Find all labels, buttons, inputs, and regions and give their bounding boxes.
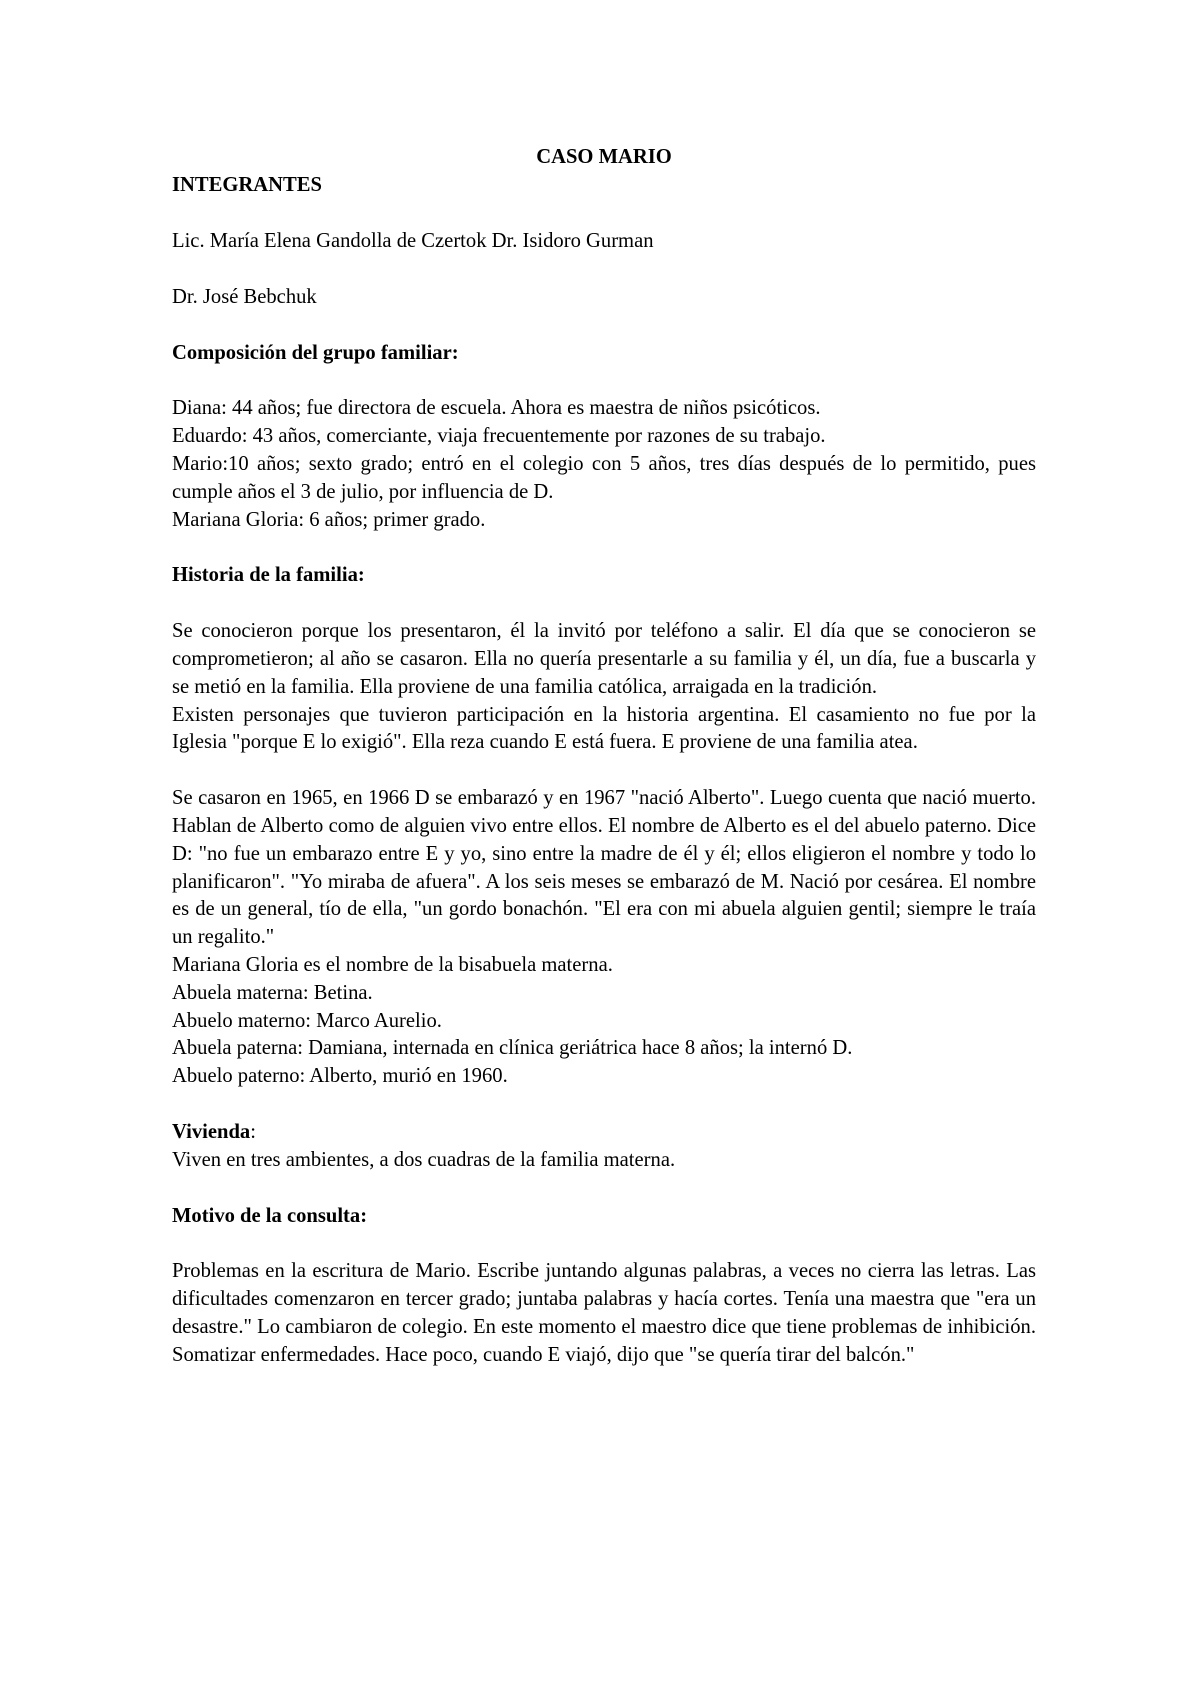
vivienda-colon: : xyxy=(250,1120,256,1143)
integrantes-heading: INTEGRANTES xyxy=(172,174,322,196)
document-title: CASO MARIO xyxy=(536,146,672,168)
historia-heading: Historia de la familia: xyxy=(172,564,365,587)
document-body xyxy=(172,228,1036,1370)
historia-line-bisabuela: Mariana Gloria es el nombre de la bisabuela materna. xyxy=(172,953,613,976)
members-line-2: Dr. José Bebchuk xyxy=(172,285,317,308)
historia-paragraph-3: Se casaron en 1965, en 1966 D se embarazó y en 1967 "nació Alberto". Luego cuenta que nació muerto. Hablan de Alberto como de alguien vivo entre ellos. El nombre de Alberto es el del abuelo paterno. Dice D: "no fue un embarazo entre E y yo, sino entre la madre de él y él; ellos eligieron el nombre y todo lo planificaron". "Yo miraba de afuera". A los seis meses se embarazó de M. Nació por cesárea. El nombre es de un general, tío de ella, "un gordo bonachón. "El era con mi abuela alguien gentil; siempre le traía un regalito." xyxy=(172,787,1036,949)
motivo-paragraph: Problemas en la escritura de Mario. Escribe juntando algunas palabras, a veces no cierra las letras. Las dificultades comenzaron en tercer grado; juntaba palabras y hacía cortes. Tenía una maestra que "era un desastre." Lo cambiaron de colegio. En este momento el maestro dice que tiene problemas de inhibición. Somatizar enfermedades. Hace poco, cuando E viajó, dijo que "se quería tirar del balcón." xyxy=(172,1260,1036,1366)
historia-line-abuela-paterna: Abuela paterna: Damiana, internada en clínica geriátrica hace 8 años; la internó D. xyxy=(172,1037,853,1060)
historia-paragraph-1: Se conocieron porque los presentaron, él la invitó por teléfono a salir. El día que se conocieron se comprometieron; al año se casaron. Ella no quería presentarle a su familia y él, un día, fue a buscarla y se metió en la familia. Ella proviene de una familia católica, arraigada en la tradición. xyxy=(172,620,1036,698)
members-line-1: Lic. María Elena Gandolla de Czertok Dr. Isidoro Gurman xyxy=(172,230,654,252)
vivienda-text: Viven en tres ambientes, a dos cuadras de la familia materna. xyxy=(172,1148,676,1171)
historia-line-abuela-materna: Abuela materna: Betina. xyxy=(172,981,373,1004)
vivienda-heading: Vivienda xyxy=(172,1120,251,1143)
composicion-heading: Composición del grupo familiar: xyxy=(172,341,459,364)
motivo-heading: Motivo de la consulta: xyxy=(172,1204,368,1227)
composicion-line-eduardo: Eduardo: 43 años, comerciante, viaja frecuentemente por razones de su trabajo. xyxy=(172,425,826,448)
composicion-line-mario: Mario:10 años; sexto grado; entró en el colegio con 5 años, tres días después de lo permitido, pues cumple años el 3 de julio, por influencia de D. xyxy=(172,452,1036,503)
composicion-line-mariana: Mariana Gloria: 6 años; primer grado. xyxy=(172,508,486,531)
historia-paragraph-2: Existen personajes que tuvieron participación en la historia argentina. El casamiento no fue por la Iglesia "porque E lo exigió". Ella reza cuando E está fuera. E proviene de una familia atea. xyxy=(172,703,1036,754)
historia-line-abuelo-materno: Abuelo materno: Marco Aurelio. xyxy=(172,1009,442,1032)
historia-line-abuelo-paterno: Abuelo paterno: Alberto, murió en 1960. xyxy=(172,1065,508,1088)
vivienda-heading-line xyxy=(172,1119,1036,1147)
composicion-line-diana: Diana: 44 años; fue directora de escuela. Ahora es maestra de niños psicóticos. xyxy=(172,397,821,420)
